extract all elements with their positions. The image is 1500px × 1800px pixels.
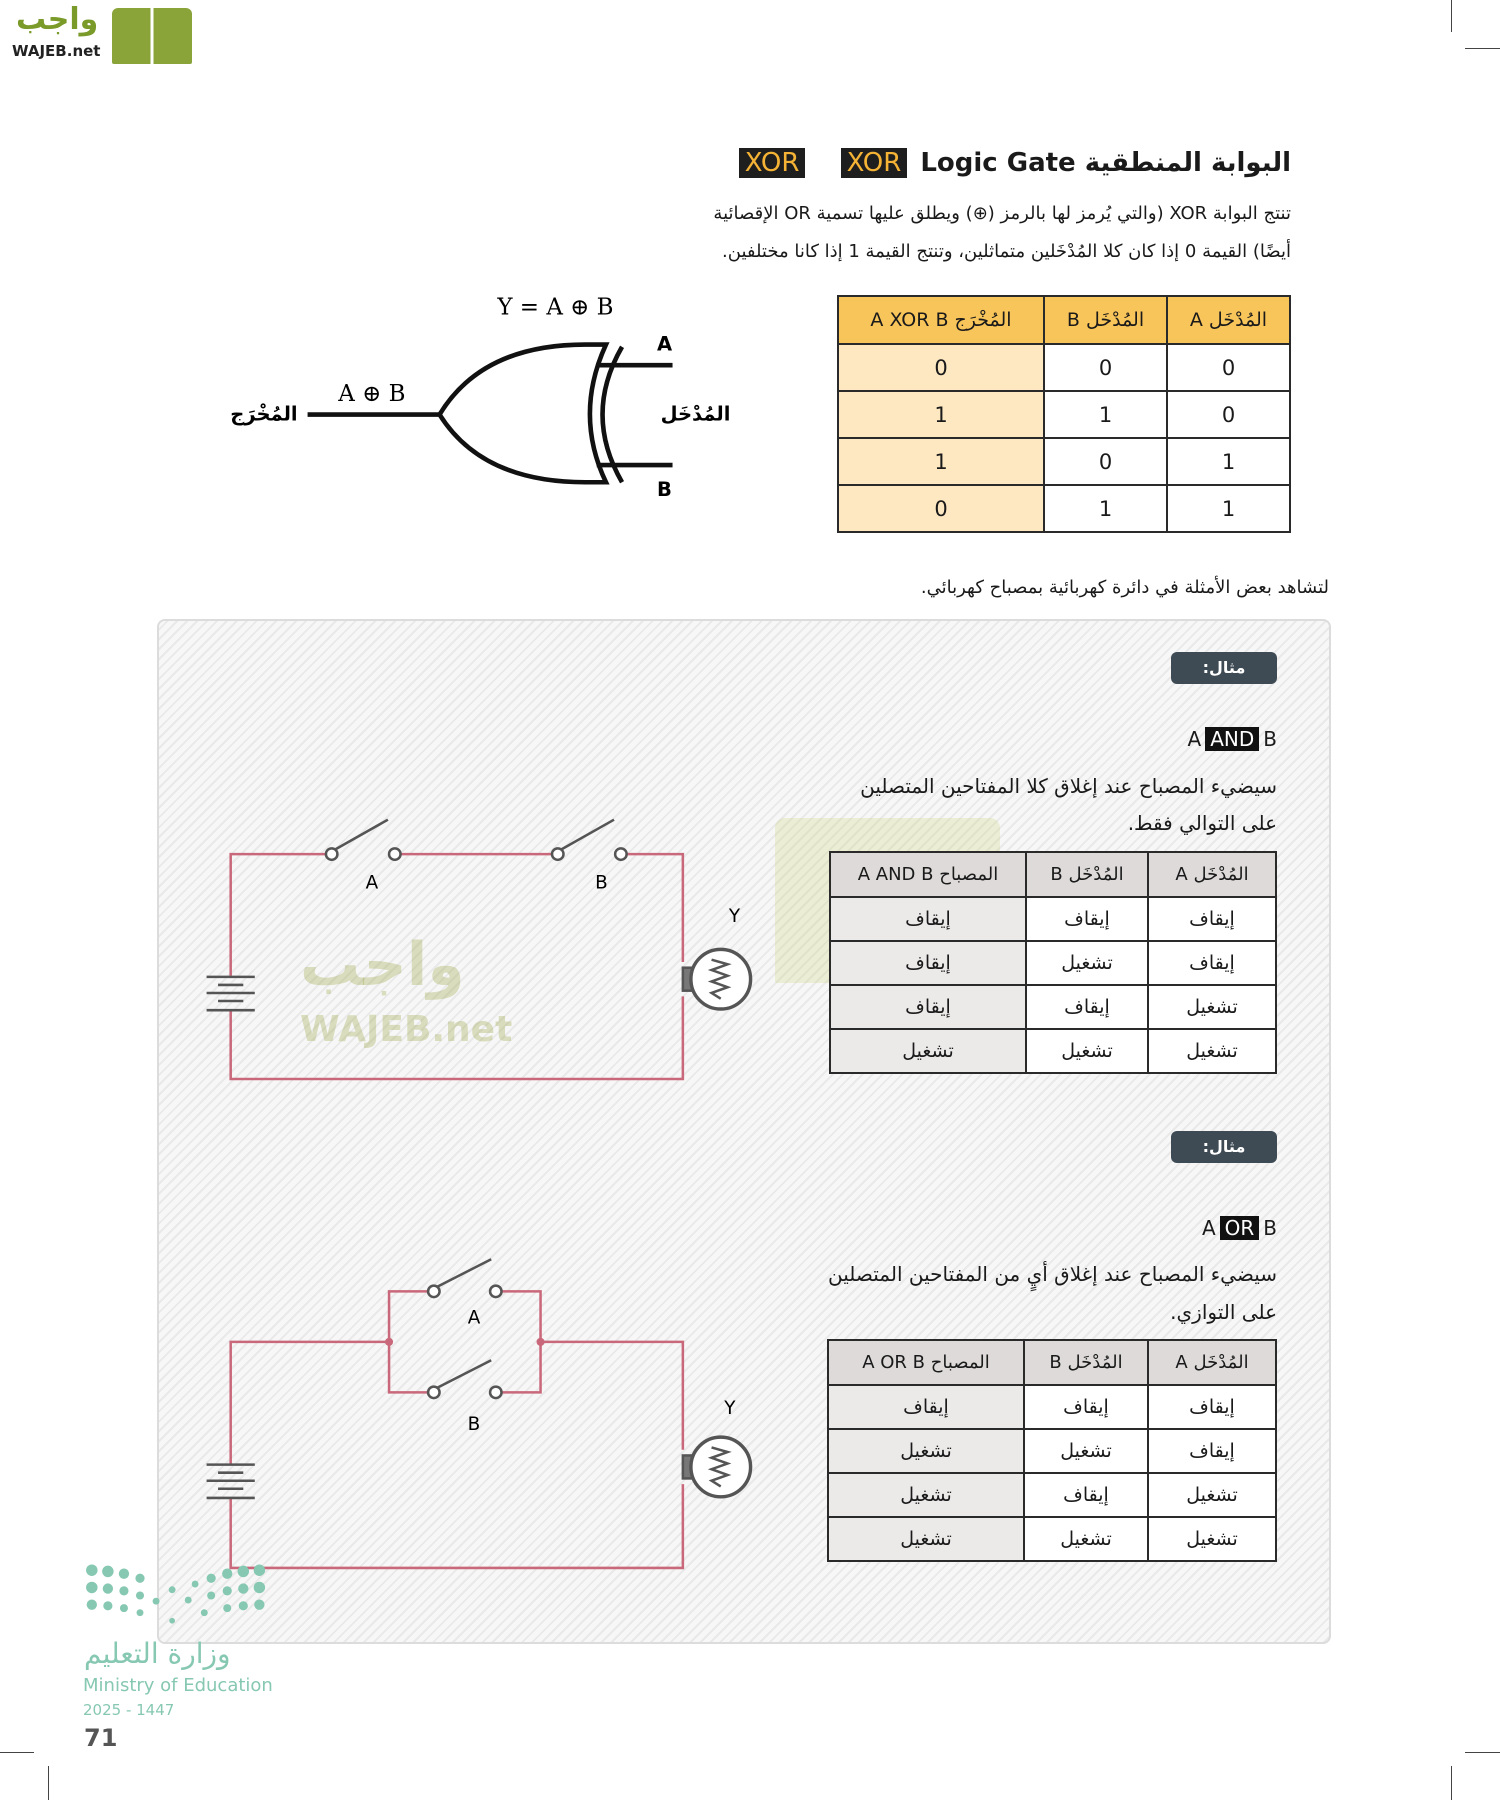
table-row — [830, 897, 1276, 941]
logo-latin: WAJEB.net — [12, 42, 101, 60]
cell: إيقاف — [1024, 1385, 1148, 1429]
lamp-label: Y — [728, 905, 741, 927]
watermark-arabic: واجب — [300, 930, 465, 1000]
gate-equation: Y = A ⊕ B — [497, 294, 614, 321]
crop-mark — [1465, 48, 1500, 49]
gate-input-b: B — [657, 478, 672, 502]
edition-year: 2025 - 1447 — [83, 1701, 175, 1719]
crop-mark — [1451, 0, 1452, 32]
xor-gate-diagram — [308, 345, 673, 483]
table-row — [830, 941, 1276, 985]
cell: إيقاف — [1026, 985, 1148, 1029]
expr-op: OR — [1220, 1216, 1260, 1240]
table-row — [828, 1385, 1276, 1429]
table-header-row — [828, 1340, 1276, 1385]
logo-arabic: واجب — [16, 2, 99, 37]
title-arabic: البوابة المنطقية — [1084, 148, 1291, 178]
header-lamp: المصباح A OR B — [828, 1340, 1024, 1385]
header-input-a: المُدْخَل A — [1148, 1340, 1276, 1385]
gate-output-expression: A ⊕ B — [338, 380, 406, 407]
example-1-line-1: سيضيء المصباح عند إغلاق كلا المفتاحين المتصلين — [860, 774, 1277, 798]
example-2-expression — [1202, 1216, 1277, 1240]
cell: إيقاف — [1148, 1385, 1276, 1429]
circuits-intro: لتشاهد بعض الأمثلة في دائرة كهربائية بمصباح كهربائي. — [920, 577, 1329, 598]
crop-mark — [1465, 1752, 1500, 1753]
cell: 0 — [1044, 344, 1167, 391]
cell: 0 — [1167, 391, 1290, 438]
crop-mark — [1451, 1766, 1452, 1800]
example-badge-2: مثال: — [1171, 1131, 1277, 1163]
ministry-name-arabic: وزارة التعليم — [84, 1637, 231, 1670]
cell: 0 — [838, 485, 1044, 532]
or-truth-table — [827, 1339, 1277, 1562]
header-input-a: المُدْخَل A — [1167, 296, 1290, 344]
cell: إيقاف — [830, 941, 1026, 985]
cell: 1 — [1044, 485, 1167, 532]
cell: تشغيل — [1024, 1429, 1148, 1473]
cell: تشغيل — [828, 1429, 1024, 1473]
header-output: المُخْرَج A XOR B — [838, 296, 1044, 344]
cell: 1 — [1044, 391, 1167, 438]
cell: تشغيل — [828, 1473, 1024, 1517]
table-row — [828, 1429, 1276, 1473]
cell: إيقاف — [830, 985, 1026, 1029]
cell: 1 — [838, 438, 1044, 485]
cell: 1 — [1167, 485, 1290, 532]
book-icon — [112, 8, 192, 64]
cell: إيقاف — [1024, 1473, 1148, 1517]
cell: إيقاف — [1026, 897, 1148, 941]
gate-input-label: المُدْخَل — [660, 402, 731, 426]
example-1-expression — [1188, 727, 1277, 751]
switch-a-label: A — [467, 1307, 481, 1329]
gate-output-label: المُخْرَج — [230, 402, 298, 426]
xor-gate-body — [440, 345, 606, 483]
switch-b-label: B — [595, 872, 608, 894]
cell: تشغيل — [1026, 941, 1148, 985]
watermark-latin: WAJEB.net — [300, 1009, 513, 1050]
table-row — [828, 1517, 1276, 1561]
cell: إيقاف — [1148, 1429, 1276, 1473]
cell: تشغيل — [1148, 1029, 1276, 1073]
cell: تشغيل — [830, 1029, 1026, 1073]
table-row — [830, 1029, 1276, 1073]
table-row — [838, 485, 1290, 532]
intro-line-2: أيضًا) القيمة 0 إذا كان كلا المُدْخَلين متماثلين، وتنتج القيمة 1 إذا كانا مختلفين. — [722, 241, 1291, 262]
table-row — [838, 344, 1290, 391]
crop-mark — [48, 1766, 49, 1800]
expr-a: A — [1187, 727, 1202, 751]
header-input-b: المُدْخَل B — [1024, 1340, 1148, 1385]
header-input-a: المُدْخَل A — [1148, 852, 1276, 897]
example-2-line-2: على التوازي. — [1170, 1300, 1277, 1324]
cell: تشغيل — [1148, 985, 1276, 1029]
table-row — [830, 985, 1276, 1029]
expr-op: AND — [1205, 727, 1259, 751]
cell: تشغيل — [828, 1517, 1024, 1561]
table-header-row — [838, 296, 1290, 344]
table-row — [838, 438, 1290, 485]
cell: تشغيل — [1148, 1473, 1276, 1517]
switch-b-label: B — [467, 1414, 481, 1436]
header-lamp: المصباح A AND B — [830, 852, 1026, 897]
cell: إيقاف — [1148, 897, 1276, 941]
expr-b: B — [1263, 727, 1277, 751]
cell: 1 — [1167, 438, 1290, 485]
header-input-b: المُدْخَل B — [1026, 852, 1148, 897]
section-title — [735, 148, 1291, 178]
cell: إيقاف — [830, 897, 1026, 941]
xor-gate-extra-curve — [603, 347, 623, 482]
title-tag-xor: XOR — [739, 148, 806, 178]
cell: 1 — [838, 391, 1044, 438]
title-latin: Logic Gate — [920, 148, 1076, 178]
and-truth-table — [829, 851, 1277, 1074]
xor-truth-table — [837, 295, 1291, 533]
header-input-b: المُدْخَل B — [1044, 296, 1167, 344]
wajeb-logo — [8, 2, 193, 68]
cell: إيقاف — [828, 1385, 1024, 1429]
switch-a-label: A — [365, 872, 379, 894]
title-tag-xor-2: XOR — [841, 148, 908, 178]
page-number: 71 — [84, 1724, 118, 1752]
crop-mark — [0, 1752, 34, 1753]
cell: 0 — [1044, 438, 1167, 485]
table-header-row — [830, 852, 1276, 897]
intro-line-1: تنتج البوابة XOR (والتي يُرمز لها بالرمز (⊕) ويطلق عليها تسمية OR الإقصائية — [713, 203, 1291, 224]
expr-a: A — [1201, 1216, 1216, 1240]
example-2-line-1: سيضيء المصباح عند إغلاق أيٍ من المفتاحين المتصلين — [828, 1262, 1277, 1286]
cell: تشغيل — [1026, 1029, 1148, 1073]
cell: تشغيل — [1148, 1517, 1276, 1561]
expr-b: B — [1263, 1216, 1277, 1240]
cell: 0 — [1167, 344, 1290, 391]
gate-input-a: A — [656, 332, 673, 356]
ministry-name-english: Ministry of Education — [83, 1675, 273, 1696]
cell: إيقاف — [1148, 941, 1276, 985]
example-1-line-2: على التوالي فقط. — [1127, 811, 1277, 835]
cell: 0 — [838, 344, 1044, 391]
lamp-label: Y — [724, 1398, 736, 1420]
cell: تشغيل — [1024, 1517, 1148, 1561]
example-badge-1: مثال: — [1171, 652, 1277, 684]
table-row — [838, 391, 1290, 438]
table-row — [828, 1473, 1276, 1517]
